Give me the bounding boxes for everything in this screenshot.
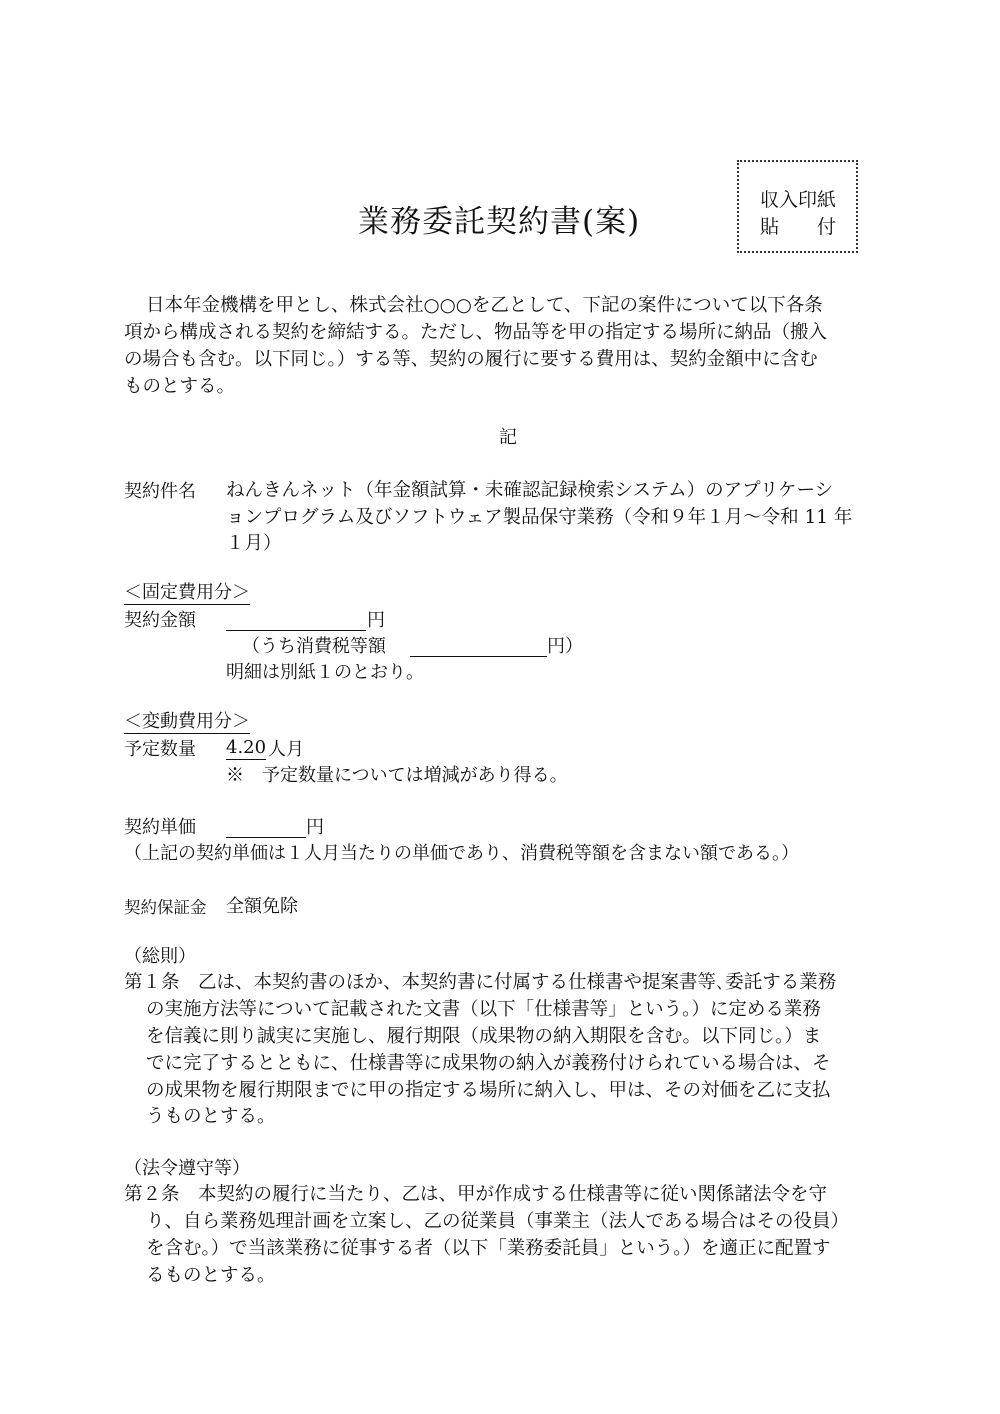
intro-line-4: ものとする。: [124, 376, 236, 397]
article1-line-3: を信義に則り誠実に実施し、履行期限（成果物の納入期限を含む。以下同じ。）ま: [146, 1026, 822, 1047]
detail-note: 明細は別紙１のとおり。: [226, 662, 424, 683]
article1-line-1: 第１条 乙は、本契約書のほか、本契約書に付属する仕様書や提案書等､委託する業務: [124, 972, 837, 993]
contract-amount-blank: [226, 610, 366, 631]
contract-name-line-3: １月）: [226, 533, 282, 554]
contract-amount-yen: 円: [367, 610, 385, 631]
intro-line-1: 日本年金機構を甲とし、株式会社○○○を乙として、下記の案件について以下各条: [146, 295, 823, 316]
deposit-value: 全額免除: [226, 896, 298, 917]
contract-name-label: 契約件名: [124, 481, 196, 502]
planned-quantity-value: 4.20: [226, 737, 267, 758]
ki-heading: 記: [499, 427, 517, 448]
stamp-label-line1: 収入印紙: [760, 189, 837, 211]
intro-line-3: の場合も含む。以下同じ。）する等、契約の履行に要する費用は、契約金額中に含む: [124, 349, 818, 370]
planned-quantity-note: ※ 予定数量については増減があり得る。: [226, 765, 568, 786]
deposit-label: 契約保証金: [124, 898, 207, 917]
tax-amount-blank: [410, 636, 547, 657]
article1-line-2: の実施方法等について記載された文書（以下「仕様書等」という。）に定める業務: [146, 999, 821, 1020]
stamp-label-line2: 貼 付: [760, 216, 837, 238]
article1-line-4: でに完了するとともに、仕様書等に成果物の納入が義務付けられている場合は、そ: [146, 1053, 831, 1074]
contract-name-line-1: ねんきんネット（年金額試算・未確認記録検索システム）のアプリケーシ: [226, 480, 834, 501]
unit-price-yen: 円: [306, 817, 324, 838]
tax-amount-suffix: 円）: [547, 636, 583, 657]
article1-heading: （総則）: [124, 946, 196, 967]
article1-line-6: うものとする。: [146, 1106, 276, 1127]
tax-amount-prefix: （うち消費税等額: [242, 636, 386, 657]
unit-price-label: 契約単価: [124, 817, 196, 838]
unit-price-note: （上記の契約単価は１人月当たりの単価であり、消費税等額を含まない額である。）: [124, 843, 799, 864]
unit-price-blank: [226, 817, 306, 838]
contract-amount-label: 契約金額: [124, 610, 196, 631]
variable-cost-heading: ＜変動費用分＞: [124, 711, 250, 732]
contract-name-line-2: ョンプログラム及びソフトウェア製品保守業務（令和９年１月～令和 11 年: [226, 507, 853, 528]
article2-line-4: るものとする。: [146, 1265, 276, 1286]
planned-quantity-unit: 人月: [268, 739, 304, 760]
article2-line-2: り、自ら業務処理計画を立案し、乙の従業員（事業主（法人である場合はその役員）: [146, 1211, 850, 1232]
fixed-cost-heading: ＜固定費用分＞: [124, 582, 250, 603]
article2-heading: （法令遵守等）: [124, 1158, 250, 1179]
article2-line-1: 第２条 本契約の履行に当たり、乙は、甲が作成する仕様書等に従い関係諸法令を守: [124, 1184, 828, 1205]
document-title: 業務委託契約書(案): [358, 204, 641, 240]
article2-line-3: を含む。）で当該業務に従事する者（以下「業務委託員」という。）を適正に配置す: [146, 1238, 831, 1259]
article1-line-5: の成果物を履行期限までに甲の指定する場所に納入し、甲は、その対価を乙に支払: [146, 1080, 831, 1101]
revenue-stamp-box: [737, 160, 858, 253]
planned-quantity-label: 予定数量: [124, 739, 196, 760]
intro-line-2: 項から構成される契約を締結する。ただし、物品等を甲の指定する場所に納品（搬入: [124, 322, 828, 343]
